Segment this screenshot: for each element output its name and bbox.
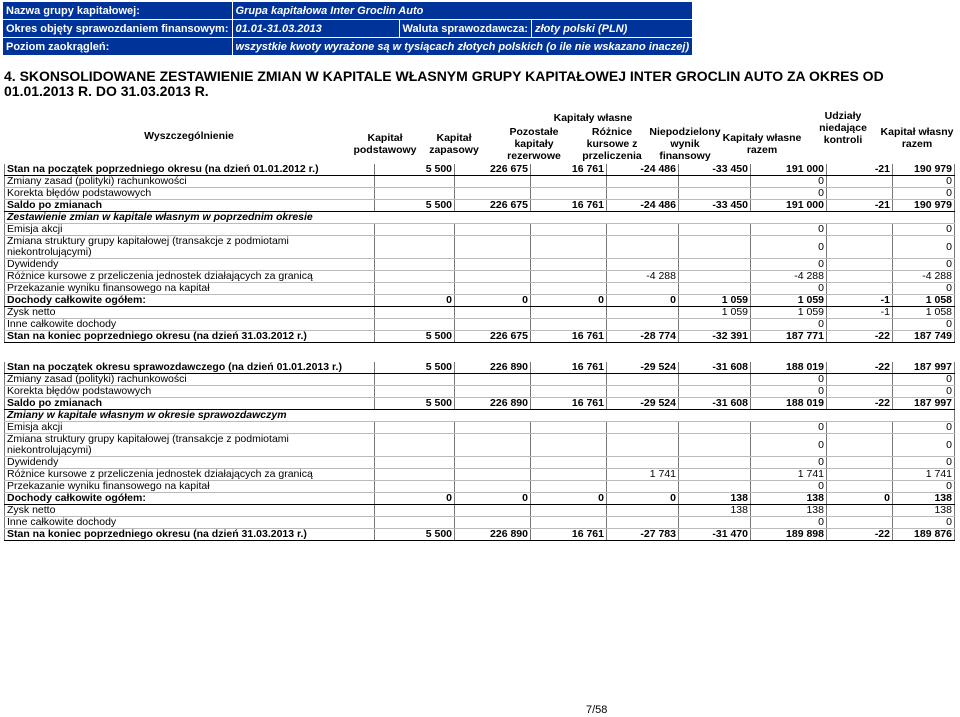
row-label: Zestawienie zmian w kapitale własnym w poprzednim okresie bbox=[5, 212, 955, 224]
cell-value bbox=[455, 422, 531, 434]
cell-value bbox=[531, 434, 607, 457]
cell-value bbox=[607, 422, 679, 434]
col-header-fx-differences: Różnice kursowe z przeliczenia bbox=[582, 126, 642, 162]
cell-value: -1 bbox=[827, 295, 893, 307]
cell-value bbox=[679, 224, 751, 236]
cell-value: 1 741 bbox=[751, 469, 827, 481]
cell-value: 0 bbox=[751, 236, 827, 259]
statement-title: 4. SKONSOLIDOWANE ZESTAWIENIE ZMIAN W KAPITALE WŁASNYM GRUPY KAPITAŁOWEJ INTER GROCLIN AUTO ZA OKRES OD 01.01.2013 R. DO 31.03.2013 R. bbox=[4, 68, 884, 99]
cell-value: 5 500 bbox=[375, 164, 455, 176]
cell-value bbox=[607, 283, 679, 295]
table-row bbox=[5, 493, 955, 505]
cell-value bbox=[531, 457, 607, 469]
cell-value bbox=[827, 224, 893, 236]
cell-value: 0 bbox=[607, 493, 679, 505]
cell-value: 187 997 bbox=[893, 362, 955, 374]
cell-value bbox=[607, 386, 679, 398]
cell-value bbox=[455, 271, 531, 283]
table-row bbox=[5, 422, 955, 434]
col-header-total-equity: Kapitał własny razem bbox=[880, 126, 954, 150]
cell-value: 0 bbox=[751, 434, 827, 457]
cell-value bbox=[607, 457, 679, 469]
cell-value bbox=[455, 517, 531, 529]
cell-value bbox=[827, 481, 893, 493]
cell-value bbox=[607, 319, 679, 331]
cell-value: 1 059 bbox=[679, 295, 751, 307]
table-row bbox=[5, 224, 955, 236]
row-label: Zmiany zasad (polityki) rachunkowości bbox=[5, 176, 375, 188]
cell-value: 138 bbox=[893, 493, 955, 505]
table-row bbox=[5, 529, 955, 541]
cell-value: 0 bbox=[751, 386, 827, 398]
col-header-retained-earnings: Niepodzielony wynik finansowy bbox=[649, 126, 721, 162]
table-row bbox=[5, 517, 955, 529]
cell-value: -27 783 bbox=[607, 529, 679, 541]
cell-value bbox=[455, 386, 531, 398]
cell-value bbox=[455, 224, 531, 236]
row-label: Stan na początek poprzedniego okresu (na dzień 01.01.2012 r.) bbox=[5, 164, 375, 176]
cell-value: 0 bbox=[751, 176, 827, 188]
table-previous-period bbox=[4, 164, 955, 343]
table-row bbox=[5, 236, 955, 259]
cell-value bbox=[827, 469, 893, 481]
row-label: Stan na koniec poprzedniego okresu (na dzień 31.03.2012 r.) bbox=[5, 331, 375, 343]
row-label: Zysk netto bbox=[5, 307, 375, 319]
cell-value bbox=[531, 283, 607, 295]
cell-value bbox=[827, 457, 893, 469]
cell-value bbox=[827, 319, 893, 331]
cell-value bbox=[679, 517, 751, 529]
cell-value bbox=[679, 176, 751, 188]
cell-value bbox=[455, 176, 531, 188]
cell-value bbox=[607, 505, 679, 517]
cell-value: 1 059 bbox=[751, 295, 827, 307]
col-header-non-controlling: Udziały niedające kontroli bbox=[819, 110, 867, 146]
cell-value: 5 500 bbox=[375, 398, 455, 410]
cell-value: 226 675 bbox=[455, 200, 531, 212]
cell-value: 16 761 bbox=[531, 398, 607, 410]
table-row bbox=[5, 295, 955, 307]
cell-value bbox=[607, 176, 679, 188]
cell-value: 187 997 bbox=[893, 398, 955, 410]
col-header-other-reserves: Pozostałe kapitały rezerwowe bbox=[507, 126, 561, 162]
cell-value: 0 bbox=[751, 224, 827, 236]
cell-value bbox=[375, 236, 455, 259]
column-headers bbox=[4, 110, 954, 163]
row-label: Korekta błędów podstawowych bbox=[5, 188, 375, 200]
cell-value: 0 bbox=[751, 283, 827, 295]
cell-value bbox=[607, 307, 679, 319]
cell-value: 0 bbox=[751, 517, 827, 529]
cell-value: 0 bbox=[751, 422, 827, 434]
cell-value: 138 bbox=[679, 505, 751, 517]
table-row bbox=[5, 331, 955, 343]
cell-value: 0 bbox=[531, 493, 607, 505]
cell-value bbox=[531, 505, 607, 517]
cell-value: -29 524 bbox=[607, 362, 679, 374]
cell-value bbox=[607, 236, 679, 259]
cell-value: 226 675 bbox=[455, 331, 531, 343]
cell-value: 0 bbox=[751, 188, 827, 200]
row-label: Stan na początek okresu sprawozdawczego (na dzień 01.01.2013 r.) bbox=[5, 362, 375, 374]
table-row bbox=[5, 481, 955, 493]
row-label: Zysk netto bbox=[5, 505, 375, 517]
cell-value: -22 bbox=[827, 362, 893, 374]
row-label: Przekazanie wyniku finansowego na kapitał bbox=[5, 481, 375, 493]
cell-value bbox=[607, 374, 679, 386]
cell-value bbox=[679, 271, 751, 283]
cell-value bbox=[679, 259, 751, 271]
cell-value: 1 059 bbox=[679, 307, 751, 319]
cell-value bbox=[455, 319, 531, 331]
cell-value: 226 675 bbox=[455, 164, 531, 176]
cell-value bbox=[607, 224, 679, 236]
table-row bbox=[5, 271, 955, 283]
cell-value: 138 bbox=[751, 505, 827, 517]
cell-value: 0 bbox=[893, 224, 955, 236]
cell-value: 226 890 bbox=[455, 362, 531, 374]
row-label: Inne całkowite dochody bbox=[5, 319, 375, 331]
header-value-period: 01.01-31.03.2013 bbox=[232, 20, 399, 38]
cell-value: -4 288 bbox=[607, 271, 679, 283]
cell-value: 0 bbox=[751, 481, 827, 493]
cell-value bbox=[531, 469, 607, 481]
cell-value: 0 bbox=[893, 374, 955, 386]
cell-value: 1 059 bbox=[751, 307, 827, 319]
row-label: Stan na koniec poprzedniego okresu (na dzień 31.03.2013 r.) bbox=[5, 529, 375, 541]
cell-value bbox=[827, 517, 893, 529]
cell-value bbox=[679, 457, 751, 469]
cell-value: -32 391 bbox=[679, 331, 751, 343]
cell-value bbox=[827, 374, 893, 386]
cell-value bbox=[375, 271, 455, 283]
cell-value bbox=[679, 319, 751, 331]
cell-value bbox=[607, 188, 679, 200]
cell-value: 0 bbox=[751, 259, 827, 271]
cell-value bbox=[679, 236, 751, 259]
cell-value: -22 bbox=[827, 529, 893, 541]
row-label: Saldo po zmianach bbox=[5, 398, 375, 410]
page-number: 7/58 bbox=[586, 704, 608, 716]
table-row bbox=[5, 362, 955, 374]
table-row bbox=[5, 410, 955, 422]
cell-value: 0 bbox=[607, 295, 679, 307]
cell-value: 5 500 bbox=[375, 331, 455, 343]
cell-value: 1 058 bbox=[893, 307, 955, 319]
cell-value bbox=[827, 283, 893, 295]
cell-value: 16 761 bbox=[531, 164, 607, 176]
header-label-group: Nazwa grupy kapitałowej: bbox=[3, 2, 233, 20]
cell-value bbox=[679, 386, 751, 398]
table-row bbox=[5, 434, 955, 457]
cell-value: 188 019 bbox=[751, 398, 827, 410]
cell-value bbox=[375, 176, 455, 188]
cell-value bbox=[679, 434, 751, 457]
cell-value bbox=[455, 481, 531, 493]
cell-value bbox=[455, 259, 531, 271]
cell-value bbox=[679, 422, 751, 434]
cell-value: -24 486 bbox=[607, 200, 679, 212]
cell-value: 138 bbox=[679, 493, 751, 505]
cell-value: 0 bbox=[455, 295, 531, 307]
cell-value bbox=[827, 422, 893, 434]
cell-value bbox=[531, 224, 607, 236]
cell-value: 0 bbox=[893, 319, 955, 331]
cell-value: 0 bbox=[893, 434, 955, 457]
cell-value: 191 000 bbox=[751, 164, 827, 176]
table-row bbox=[5, 164, 955, 176]
cell-value: -28 774 bbox=[607, 331, 679, 343]
row-label: Saldo po zmianach bbox=[5, 200, 375, 212]
cell-value bbox=[375, 283, 455, 295]
cell-value: 190 979 bbox=[893, 200, 955, 212]
row-label: Zmiana struktury grupy kapitałowej (transakcje z podmiotami niekontrolującymi) bbox=[5, 236, 375, 259]
cell-value: 1 058 bbox=[893, 295, 955, 307]
cell-value bbox=[531, 259, 607, 271]
cell-value bbox=[679, 469, 751, 481]
cell-value bbox=[827, 259, 893, 271]
cell-value bbox=[455, 374, 531, 386]
cell-value: 191 000 bbox=[751, 200, 827, 212]
cell-value: 0 bbox=[531, 295, 607, 307]
cell-value bbox=[531, 271, 607, 283]
cell-value: -33 450 bbox=[679, 164, 751, 176]
cell-value bbox=[375, 481, 455, 493]
header-label-period: Okres objęty sprawozdaniem finansowym: bbox=[3, 20, 233, 38]
cell-value: 189 898 bbox=[751, 529, 827, 541]
table-row bbox=[5, 188, 955, 200]
table-row bbox=[5, 505, 955, 517]
cell-value bbox=[531, 236, 607, 259]
cell-value bbox=[375, 386, 455, 398]
table-row bbox=[5, 319, 955, 331]
row-label: Zmiany zasad (polityki) rachunkowości bbox=[5, 374, 375, 386]
cell-value: 0 bbox=[893, 517, 955, 529]
cell-value: 5 500 bbox=[375, 362, 455, 374]
cell-value bbox=[607, 481, 679, 493]
table-row bbox=[5, 176, 955, 188]
cell-value: 1 741 bbox=[607, 469, 679, 481]
cell-value bbox=[455, 434, 531, 457]
header-value-rounding: wszystkie kwoty wyrażone są w tysiącach złotych polskich (o ile nie wskazano inaczej) bbox=[232, 38, 693, 56]
table-current-period bbox=[4, 362, 955, 541]
cell-value bbox=[827, 188, 893, 200]
cell-value: -21 bbox=[827, 200, 893, 212]
cell-value bbox=[455, 457, 531, 469]
row-label: Zmiany w kapitale własnym w okresie sprawozdawczym bbox=[5, 410, 955, 422]
cell-value: 0 bbox=[893, 259, 955, 271]
table-row bbox=[5, 374, 955, 386]
cell-value bbox=[827, 386, 893, 398]
cell-value bbox=[375, 469, 455, 481]
row-label: Dywidendy bbox=[5, 259, 375, 271]
cell-value: 16 761 bbox=[531, 331, 607, 343]
cell-value bbox=[607, 517, 679, 529]
cell-value bbox=[375, 517, 455, 529]
table-row bbox=[5, 469, 955, 481]
cell-value: 1 741 bbox=[893, 469, 955, 481]
cell-value bbox=[679, 374, 751, 386]
cell-value bbox=[531, 319, 607, 331]
cell-value: 0 bbox=[893, 481, 955, 493]
cell-value: 0 bbox=[893, 176, 955, 188]
row-label: Przekazanie wyniku finansowego na kapitał bbox=[5, 283, 375, 295]
col-header-share-capital: Kapitał podstawowy bbox=[353, 132, 417, 156]
row-label: Różnice kursowe z przeliczenia jednostek działających za granicą bbox=[5, 469, 375, 481]
cell-value bbox=[531, 422, 607, 434]
col-header-group: Kapitały własne bbox=[553, 112, 633, 124]
cell-value: 16 761 bbox=[531, 200, 607, 212]
cell-value: 0 bbox=[827, 493, 893, 505]
cell-value bbox=[455, 469, 531, 481]
cell-value: 0 bbox=[375, 493, 455, 505]
cell-value bbox=[375, 319, 455, 331]
cell-value: 138 bbox=[751, 493, 827, 505]
cell-value bbox=[531, 481, 607, 493]
cell-value: 187 749 bbox=[893, 331, 955, 343]
header-label-currency: Waluta sprawozdawcza: bbox=[399, 20, 532, 38]
cell-value: -31 470 bbox=[679, 529, 751, 541]
cell-value bbox=[679, 188, 751, 200]
cell-value bbox=[375, 422, 455, 434]
row-label: Zmiana struktury grupy kapitałowej (transakcje z podmiotami niekontrolującymi) bbox=[5, 434, 375, 457]
table-row bbox=[5, 212, 955, 224]
cell-value bbox=[375, 505, 455, 517]
cell-value: -24 486 bbox=[607, 164, 679, 176]
cell-value bbox=[531, 386, 607, 398]
cell-value: -4 288 bbox=[751, 271, 827, 283]
table-row bbox=[5, 386, 955, 398]
cell-value: -1 bbox=[827, 307, 893, 319]
cell-value bbox=[827, 434, 893, 457]
row-label: Inne całkowite dochody bbox=[5, 517, 375, 529]
cell-value: 226 890 bbox=[455, 529, 531, 541]
header-label-rounding: Poziom zaokrągleń: bbox=[3, 38, 233, 56]
col-header-description: Wyszczególnienie bbox=[144, 130, 234, 142]
table-row bbox=[5, 398, 955, 410]
table-row bbox=[5, 307, 955, 319]
cell-value bbox=[827, 236, 893, 259]
cell-value: 0 bbox=[751, 319, 827, 331]
cell-value: 189 876 bbox=[893, 529, 955, 541]
cell-value: -29 524 bbox=[607, 398, 679, 410]
cell-value bbox=[375, 259, 455, 271]
cell-value: -33 450 bbox=[679, 200, 751, 212]
header-value-currency: złoty polski (PLN) bbox=[532, 20, 693, 38]
cell-value: 0 bbox=[893, 283, 955, 295]
row-label: Emisja akcji bbox=[5, 224, 375, 236]
row-label: Korekta błędów podstawowych bbox=[5, 386, 375, 398]
cell-value bbox=[375, 188, 455, 200]
cell-value: -31 608 bbox=[679, 362, 751, 374]
cell-value: 5 500 bbox=[375, 529, 455, 541]
col-header-equity-total: Kapitały własne razem bbox=[722, 132, 802, 156]
cell-value bbox=[827, 271, 893, 283]
table-row bbox=[5, 200, 955, 212]
row-label: Emisja akcji bbox=[5, 422, 375, 434]
header-value-group: Grupa kapitałowa Inter Groclin Auto bbox=[232, 2, 693, 20]
cell-value bbox=[679, 283, 751, 295]
cell-value bbox=[455, 505, 531, 517]
cell-value: 0 bbox=[893, 188, 955, 200]
cell-value bbox=[531, 176, 607, 188]
cell-value: 188 019 bbox=[751, 362, 827, 374]
col-header-supplementary-capital: Kapitał zapasowy bbox=[429, 132, 479, 156]
cell-value bbox=[455, 307, 531, 319]
cell-value: 0 bbox=[751, 374, 827, 386]
cell-value bbox=[531, 374, 607, 386]
cell-value bbox=[607, 259, 679, 271]
table-row bbox=[5, 457, 955, 469]
cell-value: -4 288 bbox=[893, 271, 955, 283]
report-header bbox=[2, 1, 693, 56]
cell-value: 5 500 bbox=[375, 200, 455, 212]
table-row bbox=[5, 259, 955, 271]
cell-value: -21 bbox=[827, 164, 893, 176]
cell-value: 0 bbox=[893, 386, 955, 398]
cell-value: 190 979 bbox=[893, 164, 955, 176]
cell-value bbox=[375, 374, 455, 386]
cell-value bbox=[375, 224, 455, 236]
cell-value bbox=[531, 517, 607, 529]
cell-value: 0 bbox=[375, 295, 455, 307]
cell-value: -31 608 bbox=[679, 398, 751, 410]
cell-value bbox=[455, 236, 531, 259]
cell-value: -22 bbox=[827, 398, 893, 410]
row-label: Różnice kursowe z przeliczenia jednostek działających za granicą bbox=[5, 271, 375, 283]
row-label: Dochody całkowite ogółem: bbox=[5, 295, 375, 307]
cell-value: 0 bbox=[893, 457, 955, 469]
cell-value bbox=[375, 434, 455, 457]
cell-value bbox=[679, 481, 751, 493]
cell-value: 226 890 bbox=[455, 398, 531, 410]
cell-value: 0 bbox=[751, 457, 827, 469]
cell-value bbox=[827, 176, 893, 188]
cell-value bbox=[455, 283, 531, 295]
cell-value bbox=[455, 188, 531, 200]
cell-value: 16 761 bbox=[531, 529, 607, 541]
cell-value bbox=[375, 307, 455, 319]
cell-value: 0 bbox=[893, 422, 955, 434]
cell-value bbox=[607, 434, 679, 457]
row-label: Dywidendy bbox=[5, 457, 375, 469]
cell-value: 16 761 bbox=[531, 362, 607, 374]
cell-value: 0 bbox=[893, 236, 955, 259]
cell-value: 0 bbox=[455, 493, 531, 505]
cell-value: 187 771 bbox=[751, 331, 827, 343]
cell-value bbox=[375, 457, 455, 469]
cell-value: -22 bbox=[827, 331, 893, 343]
row-label: Dochody całkowite ogółem: bbox=[5, 493, 375, 505]
cell-value: 138 bbox=[893, 505, 955, 517]
cell-value bbox=[827, 505, 893, 517]
cell-value bbox=[531, 307, 607, 319]
cell-value bbox=[531, 188, 607, 200]
table-row bbox=[5, 283, 955, 295]
